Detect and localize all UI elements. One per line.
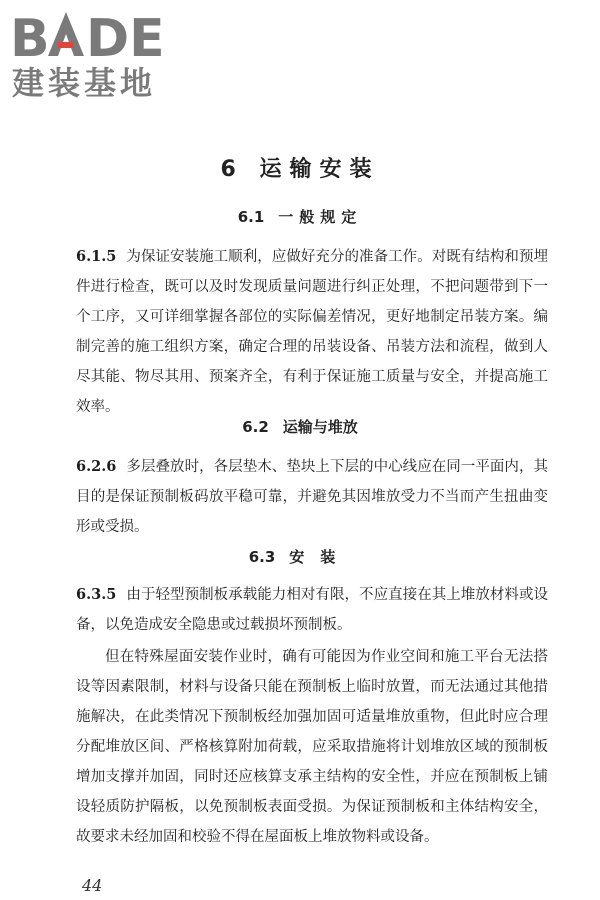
logo-letters-de: DE <box>86 9 165 69</box>
section-title: 运输与堆放 <box>282 418 358 436</box>
clause-6-1-5 <box>76 242 548 422</box>
clause-6-3-5-continuation: 但在特殊屋面安装作业时，确有可能因为作业空间和施工平台无法搭设等因素限制，材料与设备只能在预制板上临时放置，而无法通过其他措施解决，在此类情况下预制板经加强加固可适量堆放重物，但此时应合理分配堆放区间、严格核算附加荷载，应采取措施将计划堆放区域的预制板增加支撑并加固，同时还应核算支承主结构的安全性，并应在预制板上铺设轻质防护隔板，以免预制板表面受损。为保证预制板和主体结构安全，故要求未经加固和校验不得在屋面板上堆放物料或设备。 <box>76 649 548 845</box>
clause-text: 由于轻型预制板承载能力相对有限，不应直接在其上堆放材料或设备，以免造成安全隐患或过载损坏预制板。 <box>76 587 548 633</box>
clause-number: 6.3.5 <box>76 586 117 603</box>
section-number: 6.3 <box>248 548 276 566</box>
section-title: 安装 <box>289 548 352 566</box>
section-heading-6-1 <box>0 206 600 227</box>
clause-number: 6.1.5 <box>76 248 117 265</box>
section-heading-6-2 <box>0 416 600 437</box>
clause-number: 6.2.6 <box>76 458 117 475</box>
section-number: 6.2 <box>242 418 269 436</box>
site-logo <box>8 6 178 98</box>
section-number: 6.1 <box>237 208 265 226</box>
logo-letter-b: B <box>10 9 50 69</box>
clause-6-2-6 <box>76 452 548 542</box>
clause-text: 多层叠放时，各层垫木、垫块上下层的中心线应在同一平面内，其目的是保证预制板码放平稳可靠，并避免其因堆放受力不当而产生扭曲变形或受损。 <box>76 459 548 535</box>
logo-subtitle: 建装基地 <box>12 64 157 98</box>
page-number: 44 <box>82 876 103 895</box>
section-heading-6-3 <box>0 546 600 567</box>
chapter-title: 6 运输安装 <box>220 157 380 182</box>
logo-letter-a <box>48 12 84 56</box>
section-title: 一般规定 <box>278 208 363 226</box>
clause-6-3-5 <box>76 580 548 640</box>
clause-text: 为保证安装施工顺利，应做好充分的准备工作。对既有结构和预埋件进行检查，既可以及时发现质量问题进行纠正处理，不把问题带到下一个工序，又可详细掌握各部位的实际偏差情况，更好地制定吊装方案。编制完善的施工组织方案，确定合理的吊装设备、吊装方法和流程，做到人尽其能、物尽其用、预案齐全，有利于保证施工质量与安全，并提高施工效率。 <box>76 249 548 415</box>
